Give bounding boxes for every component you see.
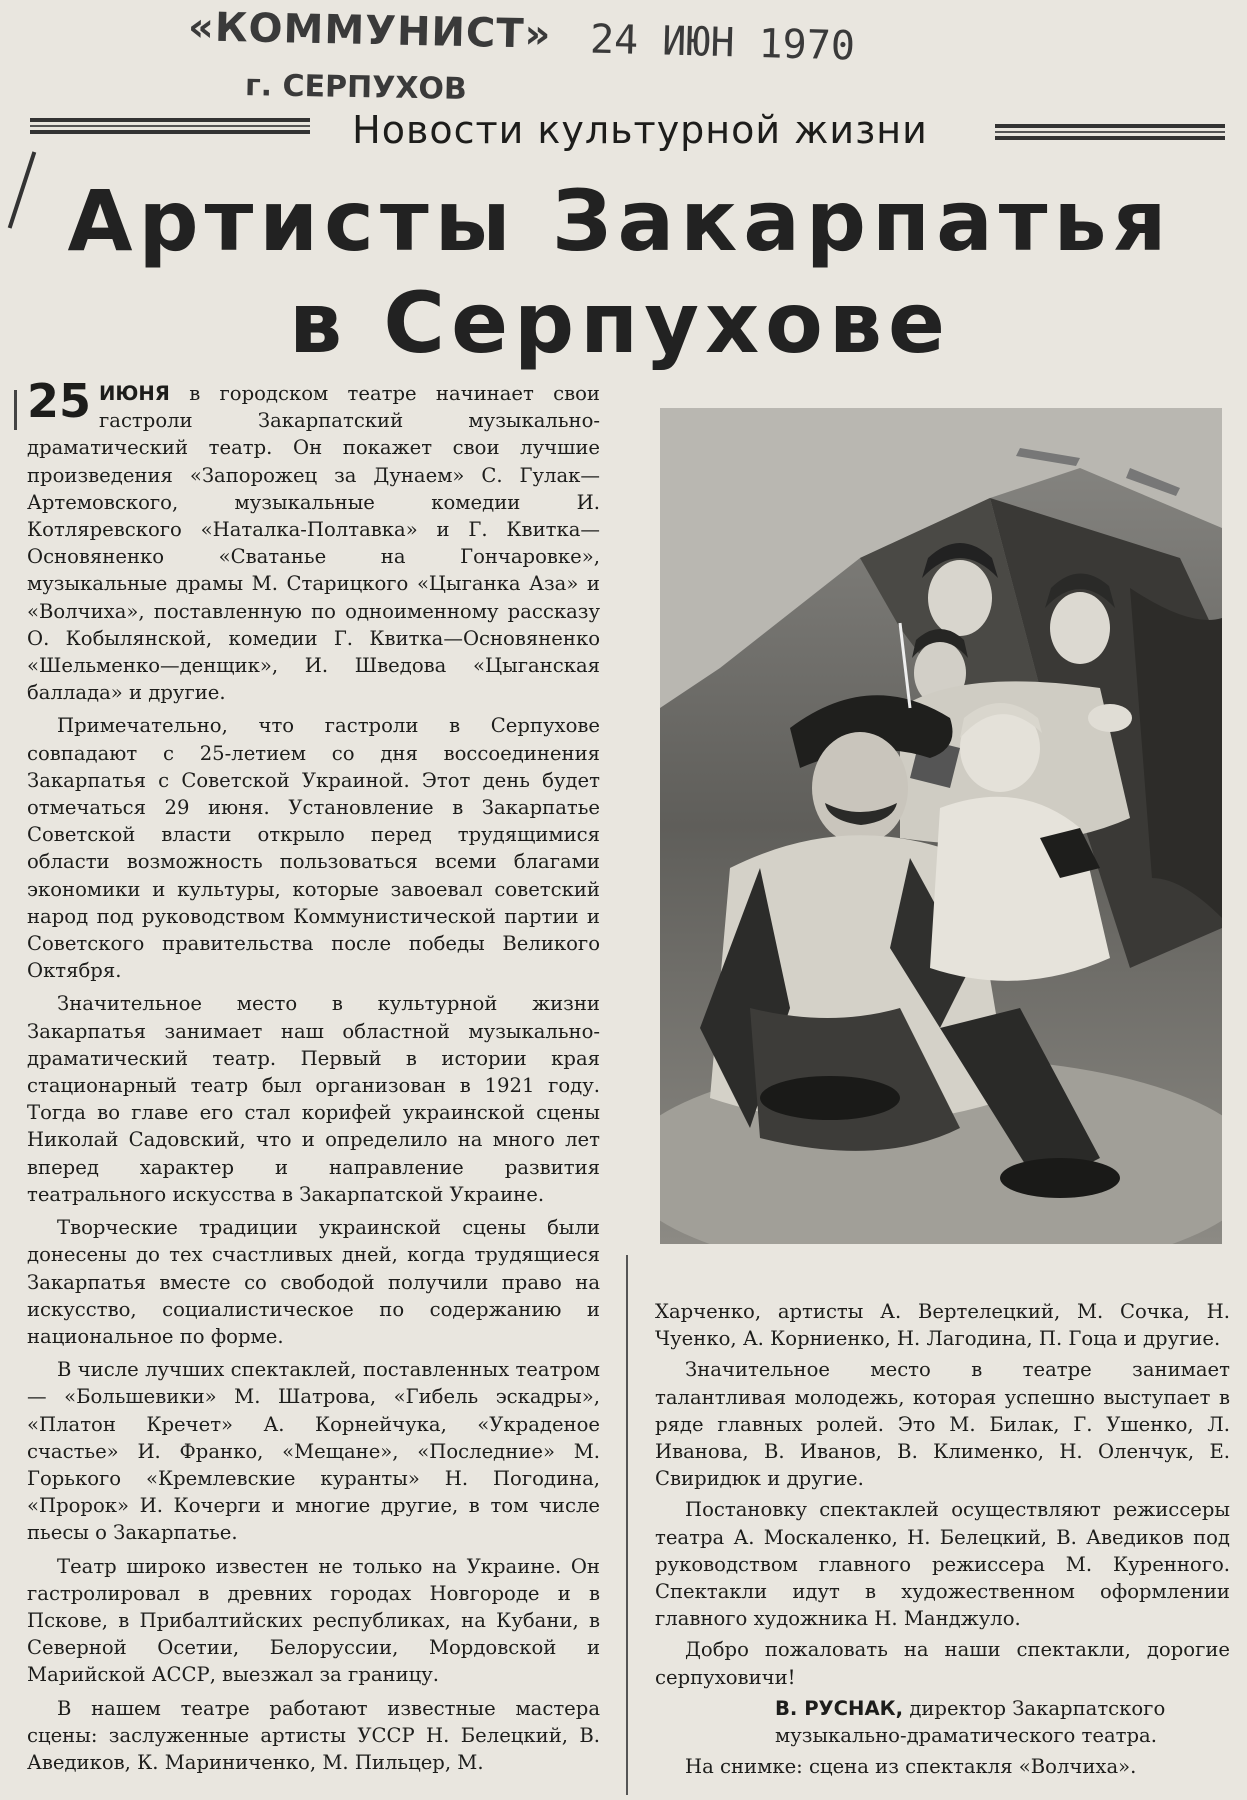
signature-title: директор Закарпатского музыкально-драматического театра. [775,1696,1166,1748]
lead-caps: ИЮНЯ [99,382,170,405]
dropcap-number: 25 [27,374,92,428]
signature [655,1695,1230,1749]
rubric-rule-left [30,118,310,134]
article-column-left [27,374,600,1782]
stamp-paper-name: «КОММУНИСТ» [187,4,552,58]
article-paragraph-8: Значительное место в театре занимает талантливая молодежь, которая успешно выступает в ряде главных ролей. Это М. Билак, Г. Ушенко, Л. Иванова, В. Иванов, В. Клименко, Н. Оленчук, Е. Свиридюк и другие. [655,1358,1230,1491]
dropcap-marker [14,390,17,430]
signature-name: В. РУСНАК, [775,1696,904,1720]
article-paragraph-6: Театр широко известен не только на Украине. Он гастролировал в древних городах Новгороде и в Пскове, в Прибалтийских республиках, на Кубани, в Северной Осетии, Белоруссии, Мордовской и Марийской АССР, выезжал за границу. [27,1554,600,1687]
headline [20,170,1220,374]
rubric-rule-right [995,124,1225,140]
column-divider [626,1255,628,1795]
stamp-date: 24 ИЮН 1970 [589,16,856,70]
photo-scene-volchikha [660,408,1222,1244]
article-paragraph-7: В нашем театре работают известные мастера сцены: заслуженные артисты УССР Н. Белецкий, В. Аведиков, К. Мариниченко, М. Пильцер, М. [27,1696,600,1774]
headline-line-1: Артисты Закарпатья [67,172,1173,270]
article-paragraph-10: Добро пожаловать на наши спектакли, дорогие серпуховичи! [655,1638,1230,1689]
article-column-right [655,1298,1230,1784]
headline-line-2: в Серпухове [289,274,951,372]
article-paragraph-3: Значительное место в культурной жизни Закарпатья занимает наш областной музыкально-драматический театр. Первый в истории края стационарный театр был организован в 1921 году. Тогда во главе его стал корифей украинской сцены Николай Садовский, что и определило на много лет вперед характер и направление развития театрального искусства в Закарпатской Украине. [27,992,600,1206]
article-paragraph-1 [27,374,600,706]
article-paragraph-4: Творческие традиции украинской сцены были донесены до тех счастливых дней, когда трудящиеся Закарпатья вместе со свободой получили право на искусство, социалистическое по содержанию и национальное по форме. [27,1216,600,1348]
article-paragraph-5: В числе лучших спектаклей, поставленных театром — «Большевики» М. Шатрова, «Гибель эскадры», «Платон Кречет» А. Корнейчука, «Украденое счастье» И. Франко, «Мещане», «Последние» М. Горького «Кремлевские куранты» Н. Погодина, «Пророк» И. Кочерги и многие другие, в том числе пьесы о Закарпатье. [27,1358,600,1545]
rubric-title: Новости культурной жизни [352,108,928,152]
article-paragraph-7-continued: Харченко, артисты А. Вертелецкий, М. Сочка, Н. Чуенко, А. Корниенко, Н. Лагодина, П. Гоца и другие. [655,1300,1230,1351]
stamp-city: г. СЕРПУХОВ [244,68,468,107]
article-paragraph-2: Примечательно, что гастроли в Серпухове совпадают с 25-летием со дня воссоединения Закарпатья с Советской Украиной. Этот день будет отмечаться 29 июня. Установление в Закарпатье Советской власти открыло перед трудящимися области возможность пользоваться всеми благами экономики и культуры, которые завоевал советский народ под руководством Коммунистической партии и Советского правительства после победы Великого Октября. [27,714,600,983]
photo-caption: На снимке: сцена из спектакля «Волчиха». [685,1755,1137,1779]
paragraph-1-text: в городском театре начинает свои гастроли Закарпатский музыкально-драматический театр. Он покажет свои лучшие произведения «Запорожец за Дунаем» С. Гулак—Артемовского, музыкальные комедии И. Котляревского «Наталка-Полтавка» и Г. Квитка—Основяненко «Сватанье на Гончаровке», музыкальные драмы М. Старицкого «Цыганка Аза» и «Волчиха», поставленную по одноименному рассказу О. Кобылянской, комедии Г. Квитка—Основяненко «Шельменко—денщик», И. Шведова «Цыганская баллада» и другие. [27,382,600,705]
article-paragraph-9: Постановку спектаклей осуществляют режиссеры театра А. Москаленко, Н. Белецкий, В. Аведиков под руководством главного режиссера М. Куренного. Спектакли идут в художественном оформлении главного художника Н. Манджуло. [655,1498,1230,1631]
